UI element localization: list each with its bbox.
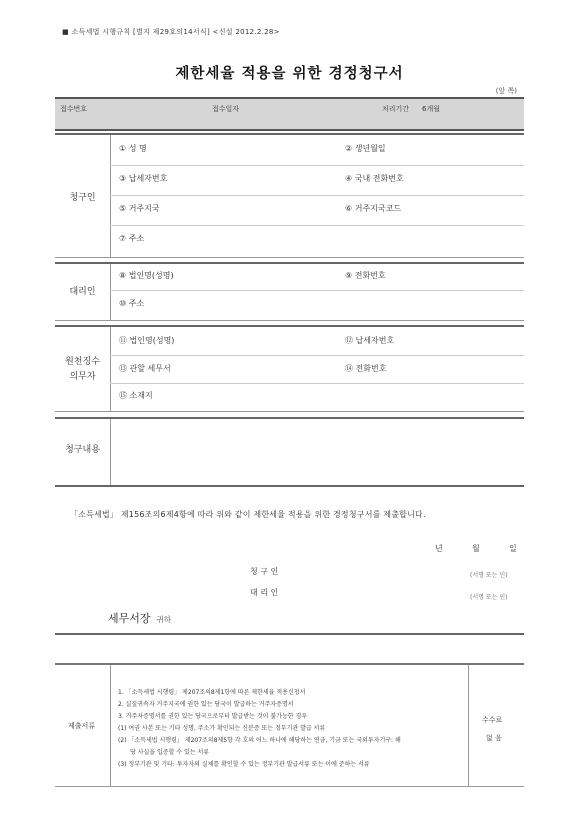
documents-label-cell	[55, 665, 111, 786]
fee-label: 수수료	[482, 716, 503, 724]
date-day[interactable]: 일	[509, 544, 517, 553]
field-agent-address[interactable]: ⑩ 주소	[119, 299, 145, 308]
date-year[interactable]: 년	[435, 544, 443, 553]
doc-line-3: 3. 거주자증명서를 권한 있는 당국으로부터 발급받는 것이 불가능한 경우	[118, 713, 308, 720]
field-domestic-phone[interactable]: ④ 국내 전화번호	[345, 174, 404, 183]
doc-line-6: 당 사실을 입증할 수 있는 서류	[130, 749, 210, 756]
claimant-section	[55, 133, 524, 258]
field-location[interactable]: ⑮ 소재지	[119, 391, 153, 400]
receipt-date-label: 접수일자	[212, 105, 240, 113]
documents-label: 제출서류	[68, 722, 96, 730]
agent-signature-hint[interactable]: (서명 또는 인)	[470, 594, 508, 601]
doc-line-5: (2) 「소득세법 시행령」 제207조의8제5항 각 호의 어느 하나에 해당하는 연금, 기금 또는 국외투자기구: 해	[118, 737, 401, 744]
claimant-signature-hint[interactable]: (서명 또는 인)	[470, 572, 508, 579]
section-divider	[55, 633, 524, 635]
field-residence-country-code[interactable]: ⑥ 거주지국코드	[345, 204, 402, 213]
field-tax-office[interactable]: ⑬ 관할 세무서	[119, 364, 171, 373]
field-withholder-taxpayer-number[interactable]: ⑫ 납세자번호	[345, 336, 395, 345]
doc-line-1: 1. 「소득세법 시행령」 제207조의8제1항에 따른 제한세율 적용신청서	[118, 689, 306, 696]
field-agent-name[interactable]: ⑧ 법인명(성명)	[119, 271, 174, 280]
signer-claimant-label: 청 구 인	[250, 567, 279, 576]
doc-line-7: (3) 정부기관 및 기타: 투자자의 실체를 확인할 수 있는 정부기관 발급서류 또는 이에 준하는 서류	[118, 761, 370, 768]
declaration-statement: 「소득세법」 제156조의6제4항에 따라 위와 같이 제한세율 적용을 위한 경정청구서를 제출합니다.	[70, 510, 426, 519]
claimant-label: 청구인	[69, 193, 96, 203]
withholder-label-1: 원천징수	[65, 357, 100, 367]
addressee-suffix: 귀하	[156, 615, 172, 624]
withholder-label-2: 의무자	[69, 372, 96, 382]
page-side-label: (앞 쪽)	[495, 87, 517, 95]
fee-cell	[468, 665, 524, 786]
receipt-bar	[55, 97, 524, 131]
form-reference-header: ■ 소득세법 시행규칙 [별지 제29호의14서식] <신설 2012.2.28>	[62, 28, 280, 36]
processing-period-label: 처리기간	[382, 105, 410, 113]
field-residence-country[interactable]: ⑤ 거주지국	[119, 204, 160, 213]
doc-line-2: 2. 실질귀속자 거주지국에 권한 있는 당국이 발급하는 거주자증명서	[118, 701, 294, 708]
doc-line-4: (1) 여권 사본 또는 기타 성명, 주소가 확인되는 신분증 또는 정부기관 발급 서류	[118, 725, 326, 732]
field-withholder-name[interactable]: ⑪ 법인명(성명)	[119, 336, 175, 345]
date-month[interactable]: 월	[472, 544, 480, 553]
field-withholder-phone[interactable]: ⑭ 전화번호	[345, 364, 387, 373]
fee-value: 없 음	[486, 734, 502, 742]
field-agent-phone[interactable]: ⑨ 전화번호	[345, 271, 386, 280]
required-documents-table	[55, 663, 524, 787]
form-title: 제한세율 적용을 위한 경정청구서	[175, 66, 404, 82]
claim-content-section	[55, 417, 524, 487]
processing-period-value: 6개월	[422, 105, 440, 113]
field-address[interactable]: ⑦ 주소	[119, 234, 145, 243]
tax-office-name: 세무서장	[108, 612, 151, 625]
agent-section	[55, 262, 524, 321]
agent-label: 대리인	[69, 287, 96, 297]
withholder-section	[55, 325, 524, 412]
receipt-number-label: 접수번호	[60, 105, 88, 113]
tax-office-addressee	[108, 610, 171, 626]
claim-content-label: 청구내용	[65, 445, 100, 455]
field-birthdate[interactable]: ② 생년월일	[345, 144, 386, 153]
claim-content-field[interactable]	[113, 421, 521, 481]
signer-agent-label: 대 리 인	[250, 588, 279, 597]
field-taxpayer-number[interactable]: ③ 납세자번호	[119, 174, 168, 183]
field-name[interactable]: ① 성 명	[119, 144, 147, 153]
